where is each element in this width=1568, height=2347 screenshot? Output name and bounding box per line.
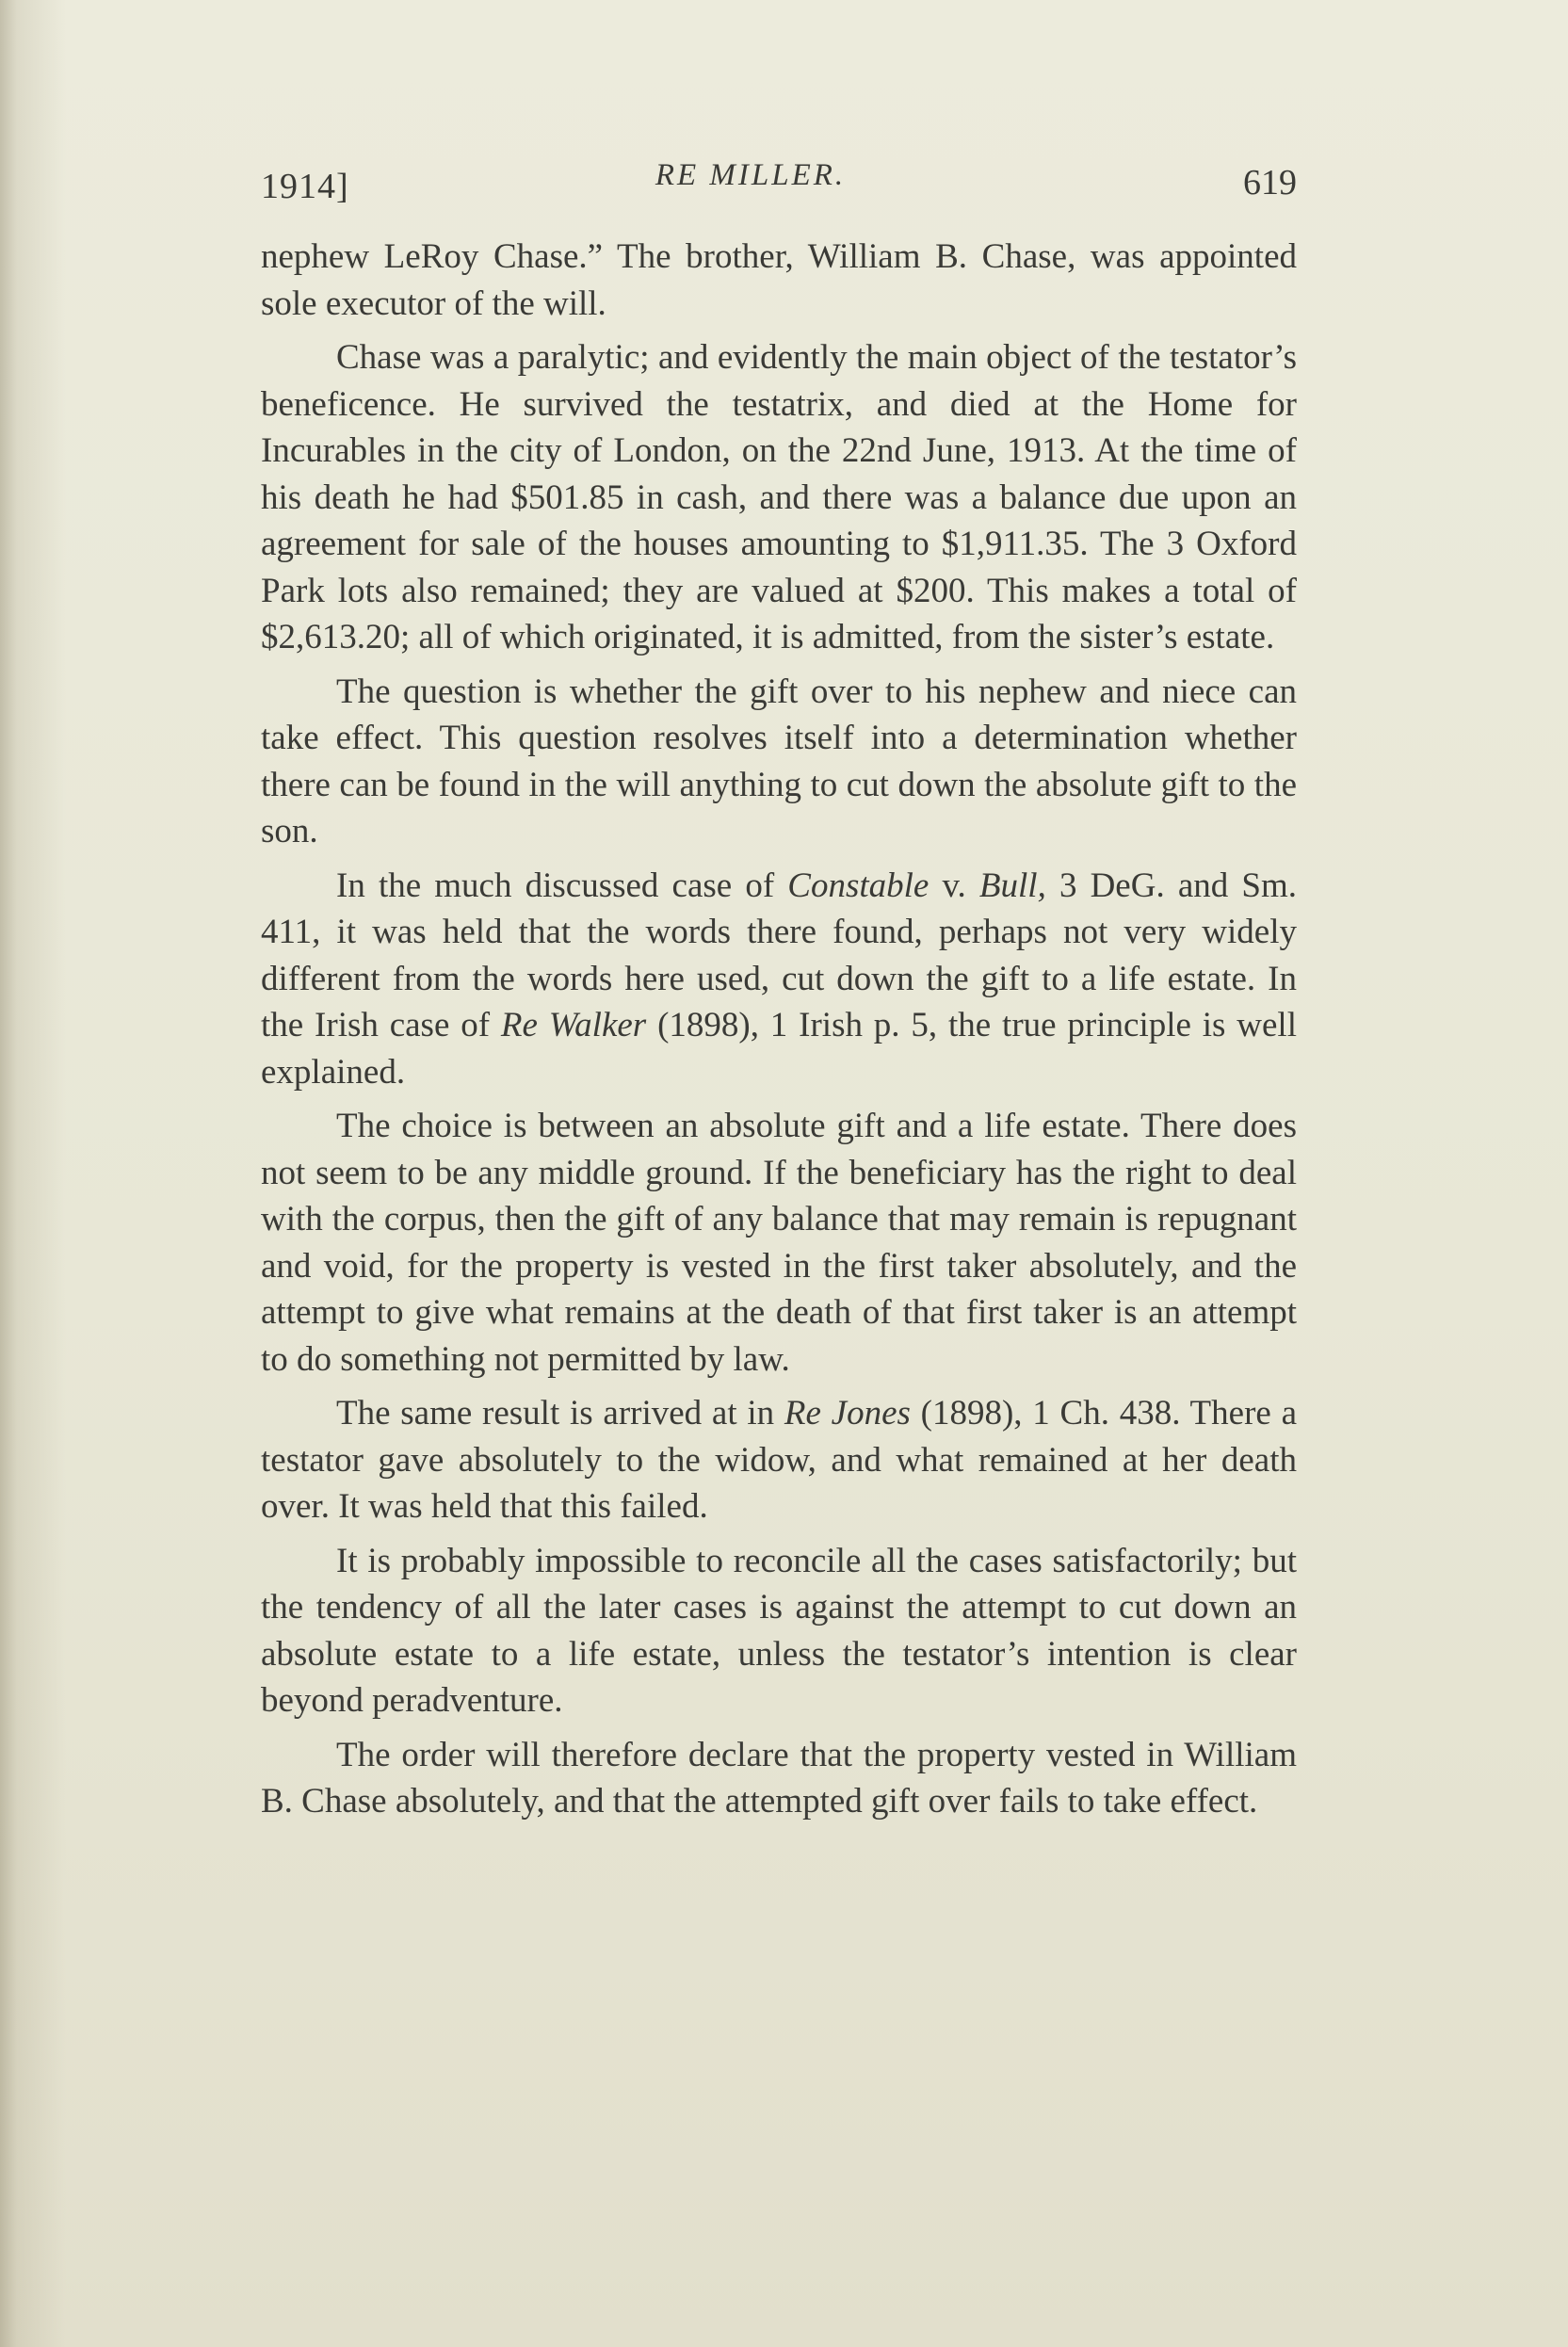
paragraph-3: The question is whether the gift over to his nephew and niece can take effect. This question resolves itself into a determination whether there can be found in the will anything to cut down the absolute gift to the son. (261, 672, 1297, 850)
case-name-re-jones: Re Jones (784, 1394, 911, 1432)
paragraph-7: It is probably impossible to reconcile all the cases satisfactorily; but the tendency of all the later cases is against the attempt to cut down an absolute estate to a life estate, unless the testator’s intention is clear beyond peradventure. (261, 1541, 1297, 1720)
header-year: 1914] (261, 167, 349, 206)
paragraph-8: The order will therefore declare that the property vested in William B. Chase absolutely, and that the attempted gift over fails to take effect. (261, 1735, 1297, 1821)
page-number: 619 (1243, 163, 1297, 202)
case-name-re-walker: Re Walker (500, 1006, 647, 1044)
paragraph-1: nephew LeRoy Chase.” The brother, William B. Chase, was appointed sole executor of the will. (261, 237, 1297, 323)
running-head (261, 158, 1297, 211)
paragraph-5: The choice is between an absolute gift and a life estate. There does not seem to be any middle ground. If the beneficiary has the right to deal with the corpus, then the gift of any balance that may remain is repugnant and void, for the property is vested in the first taker absolutely, and the attempt to give what remains at the death of that first taker is an attempt to do something not permitted by law. (261, 1107, 1297, 1379)
paragraph-4: In the much discussed case of Constable v. Bull, 3 DeG. and Sm. 411, it was held that the words there found, perhaps not very widely different from the words here used, cut down the gift to a life estate. In the Irish case of Re Walker (1898), 1 Irish p. 5, the true principle is well explained. (261, 866, 1297, 1092)
case-name-bull: Bull, (978, 866, 1046, 905)
paragraph-2: Chase was a paralytic; and evidently the main object of the testator’s beneficence. He survived the testatrix, and died at the Home for Incurables in the city of London, on the 22nd June, 1913. At the time of his death he had $501.85 in cash, and there was a balance due upon an agreement for sale of the houses amounting to $1,911.35. The 3 Oxford Park lots also remained; they are valued at $200. This makes a total of $2,613.20; all of which originated, it is admitted, from the sister’s estate. (261, 338, 1297, 656)
case-name-constable: Constable (787, 866, 929, 905)
paragraph-6: The same result is arrived at in Re Jones (1898), 1 Ch. 438. There a testator gave absolutely to the widow, and what remained at her death over. It was held that this failed. (261, 1394, 1297, 1526)
body-text (261, 234, 1297, 1833)
header-title: RE MILLER. (655, 158, 847, 192)
